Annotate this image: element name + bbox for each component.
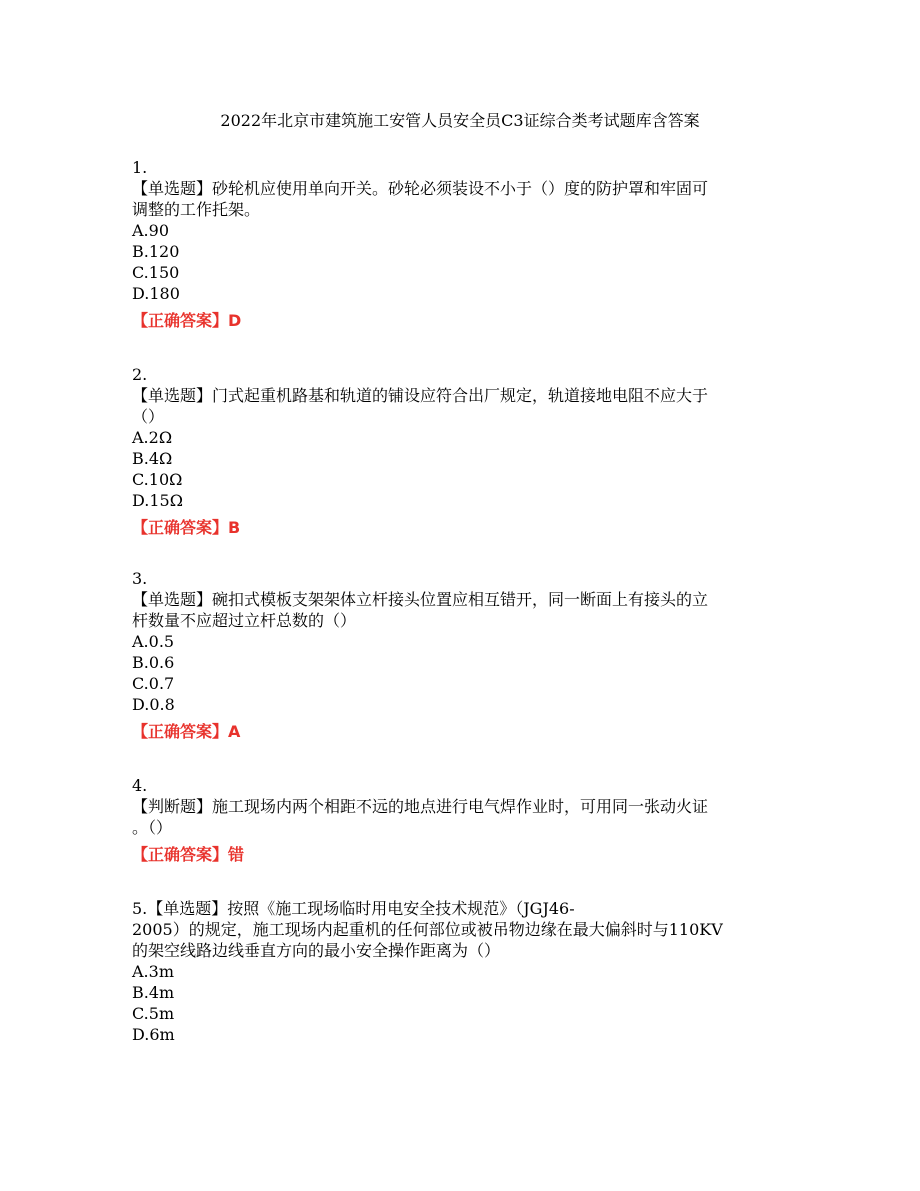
option-b: B.0.6 xyxy=(132,653,175,672)
question-stem-line: 5.【单选题】按照《施工现场临时用电安全技术规范》（JGJ46- xyxy=(132,899,575,918)
option-c: C.150 xyxy=(132,263,180,282)
option-a: A.2Ω xyxy=(132,428,173,447)
question-5 xyxy=(132,898,792,1045)
question-3 xyxy=(132,568,792,743)
option-c: C.5m xyxy=(132,1004,175,1023)
question-stem-line: 2005）的规定，施工现场内起重机的任何部位或被吊物边缘在最大偏斜时与110KV xyxy=(132,920,723,939)
question-stem-line: 的架空线路边线垂直方向的最小安全操作距离为（） xyxy=(132,941,501,960)
question-stem-line: （） xyxy=(132,407,165,426)
question-2 xyxy=(132,364,792,539)
option-b: B.120 xyxy=(132,242,180,261)
question-stem-line: 【判断题】施工现场内两个相距不远的地点进行电气焊作业时，可用同一张动火证 xyxy=(132,797,709,816)
question-stem-line: 杆数量不应超过立杆总数的（） xyxy=(132,611,357,630)
question-stem-line: 【单选题】门式起重机路基和轨道的铺设应符合出厂规定，轨道接地电阻不应大于 xyxy=(132,386,709,405)
correct-answer: 【正确答案】错 xyxy=(132,845,245,864)
correct-answer: 【正确答案】D xyxy=(132,311,242,330)
question-stem-line: 调整的工作托架。 xyxy=(132,200,261,219)
document-title: 2022年北京市建筑施工安管人员安全员C3证综合类考试题库含答案 xyxy=(220,111,700,130)
question-4 xyxy=(132,775,792,866)
option-d: D.6m xyxy=(132,1025,175,1044)
option-b: B.4m xyxy=(132,983,175,1002)
question-1 xyxy=(132,157,792,332)
question-number: 2. xyxy=(132,365,148,384)
option-a: A.3m xyxy=(132,962,174,981)
correct-answer: 【正确答案】A xyxy=(132,722,241,741)
option-d: D.180 xyxy=(132,284,180,303)
question-number: 4. xyxy=(132,776,148,795)
question-number: 1. xyxy=(132,158,148,177)
question-stem-line: 【单选题】碗扣式模板支架架体立杆接头位置应相互错开，同一断面上有接头的立 xyxy=(132,590,709,609)
option-c: C.10Ω xyxy=(132,470,183,489)
question-stem-line: 【单选题】砂轮机应使用单向开关。砂轮必须装设不小于（）度的防护罩和牢固可 xyxy=(132,179,709,198)
correct-answer: 【正确答案】B xyxy=(132,518,241,537)
option-c: C.0.7 xyxy=(132,674,175,693)
option-d: D.0.8 xyxy=(132,695,175,714)
question-number: 3. xyxy=(132,569,148,588)
question-stem-line: 。（） xyxy=(132,818,173,837)
option-b: B.4Ω xyxy=(132,449,173,468)
option-a: A.0.5 xyxy=(132,632,175,651)
option-a: A.90 xyxy=(132,221,169,240)
option-d: D.15Ω xyxy=(132,491,183,510)
